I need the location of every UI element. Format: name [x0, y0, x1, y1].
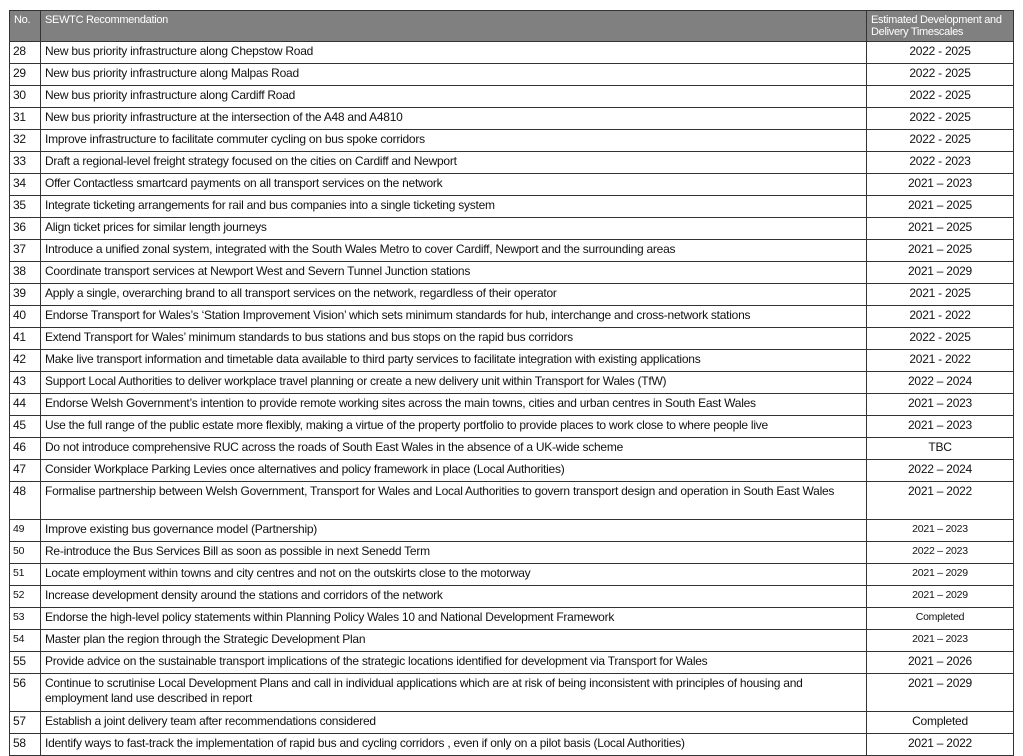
- row-number: 39: [10, 284, 41, 306]
- recommendations-table: [9, 10, 1014, 756]
- timescale: 2021 – 2029: [867, 674, 1014, 712]
- recommendation-text: Improve infrastructure to facilitate commuter cycling on bus spoke corridors: [41, 130, 867, 152]
- table-row: [10, 262, 1014, 284]
- recommendation-text: Endorse Welsh Government’s intention to provide remote working sites across the main towns, cities and urban centres in South East Wales: [41, 394, 867, 416]
- recommendation-text: Do not introduce comprehensive RUC across the roads of South East Wales in the absence of a UK-wide scheme: [41, 438, 867, 460]
- timescale: 2022 – 2024: [867, 372, 1014, 394]
- timescale: 2021 – 2023: [867, 394, 1014, 416]
- table-row: [10, 712, 1014, 734]
- table-row: [10, 328, 1014, 350]
- table-row: [10, 218, 1014, 240]
- recommendation-text: Identify ways to fast-track the implementation of rapid bus and cycling corridors , even if only on a pilot basis (Local Authorities): [41, 734, 867, 756]
- timescale: 2021 – 2025: [867, 218, 1014, 240]
- row-number: 32: [10, 130, 41, 152]
- recommendation-text: Formalise partnership between Welsh Government, Transport for Wales and Local Authorities to govern transport design and operation in South East Wales: [41, 482, 867, 520]
- row-number: 37: [10, 240, 41, 262]
- row-number: 56: [10, 674, 41, 712]
- recommendation-text: Provide advice on the sustainable transport implications of the strategic locations identified for development via Transport for Wales: [41, 652, 867, 674]
- row-number: 30: [10, 86, 41, 108]
- timescale: 2022 - 2025: [867, 64, 1014, 86]
- recommendation-text: Align ticket prices for similar length journeys: [41, 218, 867, 240]
- table-row: [10, 586, 1014, 608]
- recommendation-text: Endorse the high-level policy statements within Planning Policy Wales 10 and National Development Framework: [41, 608, 867, 630]
- timescale: 2022 – 2023: [867, 542, 1014, 564]
- timescale: 2021 – 2023: [867, 520, 1014, 542]
- timescale: 2022 - 2025: [867, 86, 1014, 108]
- row-number: 50: [10, 542, 41, 564]
- row-number: 33: [10, 152, 41, 174]
- recommendation-text: Use the full range of the public estate more flexibly, making a virtue of the property portfolio to provide places to work close to where people live: [41, 416, 867, 438]
- recommendation-text: Coordinate transport services at Newport West and Severn Tunnel Junction stations: [41, 262, 867, 284]
- table-row: [10, 86, 1014, 108]
- timescale: TBC: [867, 438, 1014, 460]
- recommendation-text: New bus priority infrastructure at the intersection of the A48 and A4810: [41, 108, 867, 130]
- recommendation-text: Introduce a unified zonal system, integrated with the South Wales Metro to cover Cardiff, Newport and the surrounding areas: [41, 240, 867, 262]
- recommendation-text: Establish a joint delivery team after recommendations considered: [41, 712, 867, 734]
- header-row: [10, 11, 1014, 42]
- table-row: [10, 284, 1014, 306]
- table-row: [10, 196, 1014, 218]
- timescale: 2021 - 2022: [867, 350, 1014, 372]
- table-row: [10, 520, 1014, 542]
- row-number: 54: [10, 630, 41, 652]
- row-number: 49: [10, 520, 41, 542]
- table-row: [10, 630, 1014, 652]
- timescale: 2022 - 2023: [867, 152, 1014, 174]
- recommendation-text: Continue to scrutinise Local Development Plans and call in individual applications which are at risk of being inconsistent with principles of housing and employment land use described in report: [41, 674, 867, 712]
- timescale: 2021 – 2023: [867, 416, 1014, 438]
- header-no: No.: [10, 11, 41, 42]
- timescale: 2021 – 2022: [867, 734, 1014, 756]
- table-row: [10, 482, 1014, 520]
- table-row: [10, 350, 1014, 372]
- recommendation-text: Apply a single, overarching brand to all transport services on the network, regardless of their operator: [41, 284, 867, 306]
- recommendation-text: Increase development density around the stations and corridors of the network: [41, 586, 867, 608]
- row-number: 55: [10, 652, 41, 674]
- table-row: [10, 108, 1014, 130]
- table-row: [10, 42, 1014, 64]
- table-row: [10, 64, 1014, 86]
- row-number: 36: [10, 218, 41, 240]
- table-row: [10, 564, 1014, 586]
- table-row: [10, 174, 1014, 196]
- table-row: [10, 652, 1014, 674]
- header-timescale: Estimated Development and Delivery Timescales: [867, 11, 1014, 42]
- timescale: Completed: [867, 712, 1014, 734]
- row-number: 41: [10, 328, 41, 350]
- timescale: 2022 - 2025: [867, 130, 1014, 152]
- row-number: 38: [10, 262, 41, 284]
- row-number: 58: [10, 734, 41, 756]
- row-number: 29: [10, 64, 41, 86]
- recommendation-text: Endorse Transport for Wales’s ‘Station Improvement Vision’ which sets minimum standards for hub, interchange and cross-network stations: [41, 306, 867, 328]
- recommendation-text: Make live transport information and timetable data available to third party services to facilitate integration with existing applications: [41, 350, 867, 372]
- row-number: 47: [10, 460, 41, 482]
- recommendation-text: Offer Contactless smartcard payments on all transport services on the network: [41, 174, 867, 196]
- table-row: [10, 460, 1014, 482]
- timescale: 2021 – 2025: [867, 196, 1014, 218]
- table-row: [10, 734, 1014, 756]
- row-number: 42: [10, 350, 41, 372]
- recommendation-text: Locate employment within towns and city centres and not on the outskirts close to the motorway: [41, 564, 867, 586]
- table-row: [10, 240, 1014, 262]
- timescale: 2021 – 2026: [867, 652, 1014, 674]
- recommendation-text: New bus priority infrastructure along Chepstow Road: [41, 42, 867, 64]
- table-row: [10, 372, 1014, 394]
- recommendation-text: Draft a regional-level freight strategy focused on the cities on Cardiff and Newport: [41, 152, 867, 174]
- table-row: [10, 394, 1014, 416]
- timescale: 2022 - 2025: [867, 108, 1014, 130]
- timescale: 2021 – 2023: [867, 174, 1014, 196]
- row-number: 53: [10, 608, 41, 630]
- timescale: 2021 – 2025: [867, 240, 1014, 262]
- recommendation-text: Support Local Authorities to deliver workplace travel planning or create a new delivery unit within Transport for Wales (TfW): [41, 372, 867, 394]
- timescale: 2022 - 2025: [867, 42, 1014, 64]
- timescale: 2021 – 2023: [867, 630, 1014, 652]
- timescale: 2021 - 2022: [867, 306, 1014, 328]
- row-number: 51: [10, 564, 41, 586]
- table-row: [10, 306, 1014, 328]
- recommendation-text: New bus priority infrastructure along Malpas Road: [41, 64, 867, 86]
- recommendation-text: Extend Transport for Wales’ minimum standards to bus stations and bus stops on the rapid bus corridors: [41, 328, 867, 350]
- row-number: 44: [10, 394, 41, 416]
- row-number: 52: [10, 586, 41, 608]
- timescale: 2022 - 2025: [867, 328, 1014, 350]
- timescale: 2021 – 2022: [867, 482, 1014, 520]
- table-row: [10, 130, 1014, 152]
- table-row: [10, 438, 1014, 460]
- header-recommendation: SEWTC Recommendation: [41, 11, 867, 42]
- row-number: 35: [10, 196, 41, 218]
- timescale: 2021 – 2029: [867, 262, 1014, 284]
- row-number: 40: [10, 306, 41, 328]
- row-number: 57: [10, 712, 41, 734]
- timescale: 2021 – 2029: [867, 586, 1014, 608]
- row-number: 34: [10, 174, 41, 196]
- recommendation-text: Master plan the region through the Strategic Development Plan: [41, 630, 867, 652]
- table-row: [10, 608, 1014, 630]
- row-number: 48: [10, 482, 41, 520]
- recommendation-text: Improve existing bus governance model (Partnership): [41, 520, 867, 542]
- row-number: 31: [10, 108, 41, 130]
- table-row: [10, 542, 1014, 564]
- recommendation-text: Integrate ticketing arrangements for rail and bus companies into a single ticketing system: [41, 196, 867, 218]
- row-number: 46: [10, 438, 41, 460]
- row-number: 43: [10, 372, 41, 394]
- row-number: 28: [10, 42, 41, 64]
- table-row: [10, 152, 1014, 174]
- row-number: 45: [10, 416, 41, 438]
- recommendation-text: Consider Workplace Parking Levies once alternatives and policy framework in place (Local Authorities): [41, 460, 867, 482]
- timescale: 2022 – 2024: [867, 460, 1014, 482]
- recommendation-text: Re-introduce the Bus Services Bill as soon as possible in next Senedd Term: [41, 542, 867, 564]
- timescale: 2021 – 2029: [867, 564, 1014, 586]
- timescale: 2021 - 2025: [867, 284, 1014, 306]
- table-row: [10, 674, 1014, 712]
- table-row: [10, 416, 1014, 438]
- timescale: Completed: [867, 608, 1014, 630]
- recommendation-text: New bus priority infrastructure along Cardiff Road: [41, 86, 867, 108]
